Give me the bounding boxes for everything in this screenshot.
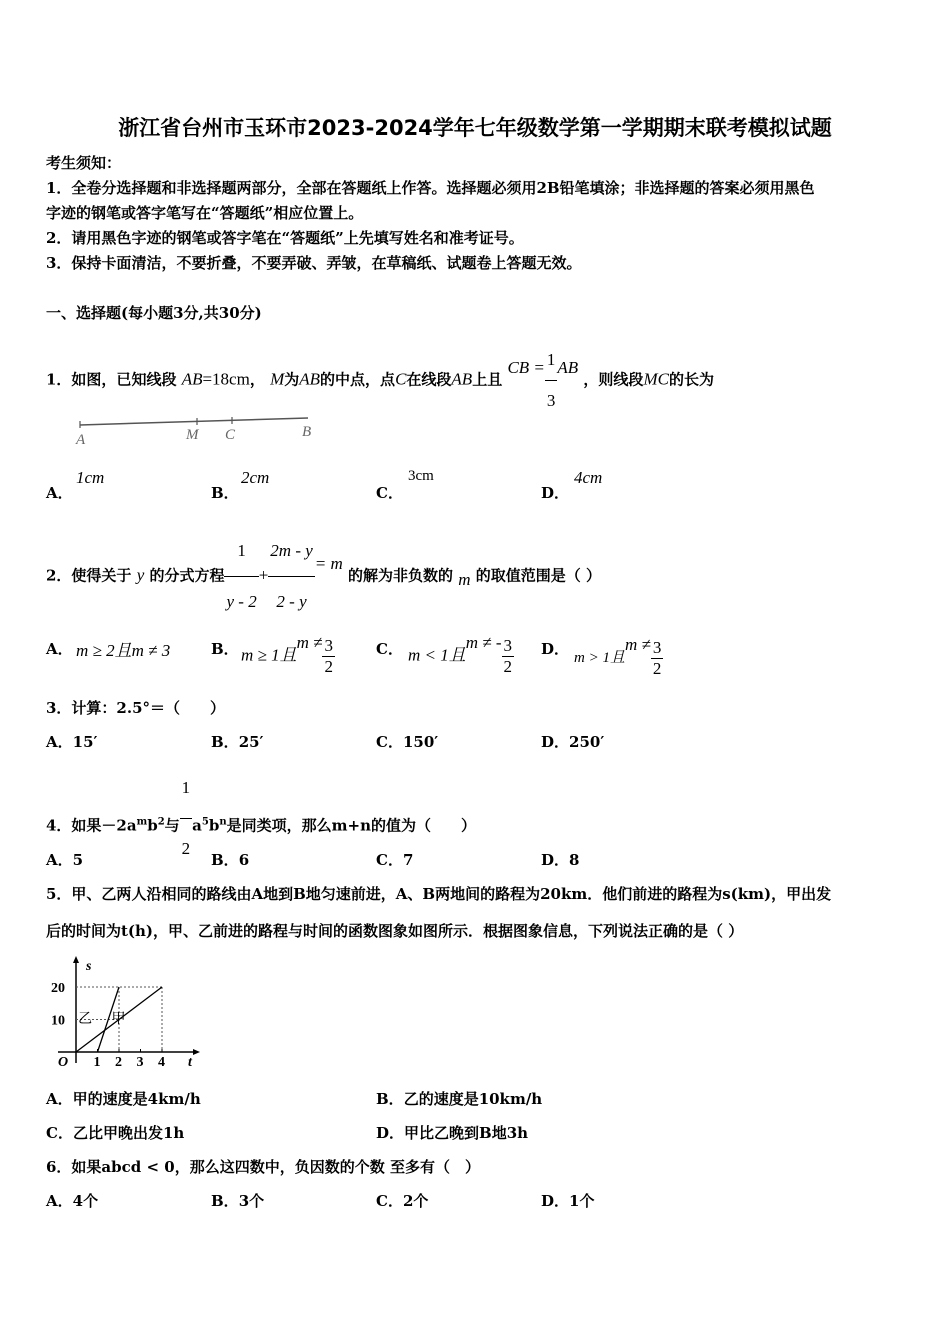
label-c: C <box>225 427 236 443</box>
q1-option-d-label[interactable]: D． <box>541 484 570 502</box>
fraction-2: $\frac{2m - y}{2 - y}$ <box>268 526 314 627</box>
question-2: 2．使得关于 y 的分式方程 $\frac{1}{y - 2}$ + $\frac{2m - y}{2 - y}$ = m 的解为非负数的 m 的取值范围是（ ） <box>46 526 601 627</box>
q5-option-c[interactable]: C．乙比甲晚出发1h <box>46 1124 185 1142</box>
q5-option-d[interactable]: D．甲比乙晚到B地3h <box>376 1124 529 1142</box>
y-axis-arrow <box>73 956 79 963</box>
series-label-jia: 甲 <box>111 1011 126 1027</box>
origin-label: O <box>58 1055 69 1067</box>
x-axis-label: t <box>188 1055 192 1067</box>
notice-heading: 考生须知： <box>46 154 122 172</box>
segment-line <box>80 418 308 425</box>
question-5-line-2: 后的时间为t(h)，甲、乙前进的路程与时间的函数图象如图所示．根据图象信息，下列说法正确的是（ ） <box>46 922 744 940</box>
q2-option-b-value: m ≥ 1且m ≠ $\frac{3}{2}$ <box>241 633 333 676</box>
q4-option-d[interactable]: D．8 <box>541 851 580 869</box>
q2-option-a-label[interactable]: A． <box>46 640 73 658</box>
notice-line-4: 3．保持卡面清洁，不要折叠，不要弄破、弄皱，在草稿纸、试题卷上答题无效。 <box>46 254 582 272</box>
x-axis-arrow <box>193 1049 200 1055</box>
x-tick-label-2: 2 <box>115 1055 122 1067</box>
q1-option-c-value: 3cm <box>408 468 434 484</box>
q2-option-c-label[interactable]: C． <box>376 640 403 658</box>
q2-option-c-value: m < 1且m ≠ - $\frac{3}{2}$ <box>408 633 513 676</box>
q5-option-a[interactable]: A．甲的速度是4km/h <box>46 1090 201 1108</box>
distance-time-chart <box>48 955 208 1067</box>
y-axis-label: s <box>86 959 92 974</box>
q1-option-b-value: 2cm <box>241 468 270 487</box>
q6-option-b[interactable]: B．3个 <box>211 1192 265 1210</box>
segment-figure <box>70 408 330 452</box>
q4-option-b[interactable]: B．6 <box>211 851 250 869</box>
q5-option-b[interactable]: B．乙的速度是10km/h <box>376 1090 543 1108</box>
q3-option-d[interactable]: D．250′ <box>541 733 605 751</box>
q3-option-c[interactable]: C．150′ <box>376 733 439 751</box>
q3-option-b[interactable]: B．25′ <box>211 733 264 751</box>
q6-option-d[interactable]: D．1个 <box>541 1192 595 1210</box>
series-label-yi: 乙 <box>78 1011 93 1027</box>
fraction-one-third: $\frac{1}{3}$ <box>545 340 558 421</box>
notice-line-1: 1．全卷分选择题和非选择题两部分，全部在答题纸上作答。选择题必须用2B铅笔填涂；非选择题的答案必须用黑色 <box>46 179 815 197</box>
q6-option-c[interactable]: C．2个 <box>376 1192 429 1210</box>
x-tick-label-1: 1 <box>93 1055 101 1067</box>
q2-option-b-label[interactable]: B． <box>211 640 239 658</box>
question-1: 1．如图，已知线段 AB=18cm， M为AB的中点，点C在线段AB上且 CB = $\frac{1}{3}$ AB ，则线段MC的长为 <box>46 340 714 421</box>
section-heading: 一、选择题(每小题3分,共30分) <box>46 304 262 322</box>
q1-option-c-label[interactable]: C． <box>376 484 403 502</box>
question-4: 4．如果$-2a^mb^2$与 $\frac{1}{2}$ $a^5b^n$是同类项，那么m+n的值为（ ） <box>46 766 476 887</box>
label-a: A <box>76 432 86 448</box>
q1-option-a-label[interactable]: A． <box>46 484 73 502</box>
question-3: 3．计算：2.5°＝（ ） <box>46 699 226 717</box>
q2-option-d-label[interactable]: D． <box>541 640 570 658</box>
fraction-1: $\frac{1}{y - 2}$ <box>224 526 258 627</box>
notice-line-3: 2．请用黑色字迹的钢笔或答字笔在“答题纸”上先填写姓名和准考证号。 <box>46 229 524 247</box>
y-tick-label-20: 20 <box>51 981 65 996</box>
q1-option-b-label[interactable]: B． <box>211 484 239 502</box>
question-6: 6．如果abcd < 0，那么这四数中，负因数的个数 至多有（ ） <box>46 1158 480 1176</box>
q6-option-a[interactable]: A．4个 <box>46 1192 99 1210</box>
label-b: B <box>302 424 312 440</box>
y-tick-label-10: 10 <box>51 1013 65 1029</box>
x-tick-label-4: 4 <box>158 1055 165 1067</box>
notice-line-2: 字迹的钢笔或答字笔写在“答题纸”相应位置上。 <box>46 204 364 222</box>
label-m: M <box>186 427 199 443</box>
q3-option-a[interactable]: A．15′ <box>46 733 98 751</box>
q4-option-c[interactable]: C．7 <box>376 851 414 869</box>
q4-option-a[interactable]: A．5 <box>46 851 84 869</box>
q1-option-a-value: 1cm <box>76 468 105 487</box>
fraction-half: $\frac{1}{2}$ <box>180 758 193 879</box>
q2-option-a-value: m ≥ 2且m ≠ 3 <box>76 641 171 660</box>
x-tick-label-3: 3 <box>136 1055 144 1067</box>
page-title: 浙江省台州市玉环市2023-2024学年七年级数学第一学期期末联考模拟试题 <box>118 116 832 140</box>
question-5-line-1: 5．甲、乙两人沿相同的路线由A地到B地匀速前进，A、B两地间的路程为20km．他们前进的路程为s(km)，甲出发 <box>46 885 832 903</box>
q1-option-d-value: 4cm <box>574 468 603 487</box>
q2-option-d-value: m > 1且m ≠ $\frac{3}{2}$ <box>574 634 662 678</box>
